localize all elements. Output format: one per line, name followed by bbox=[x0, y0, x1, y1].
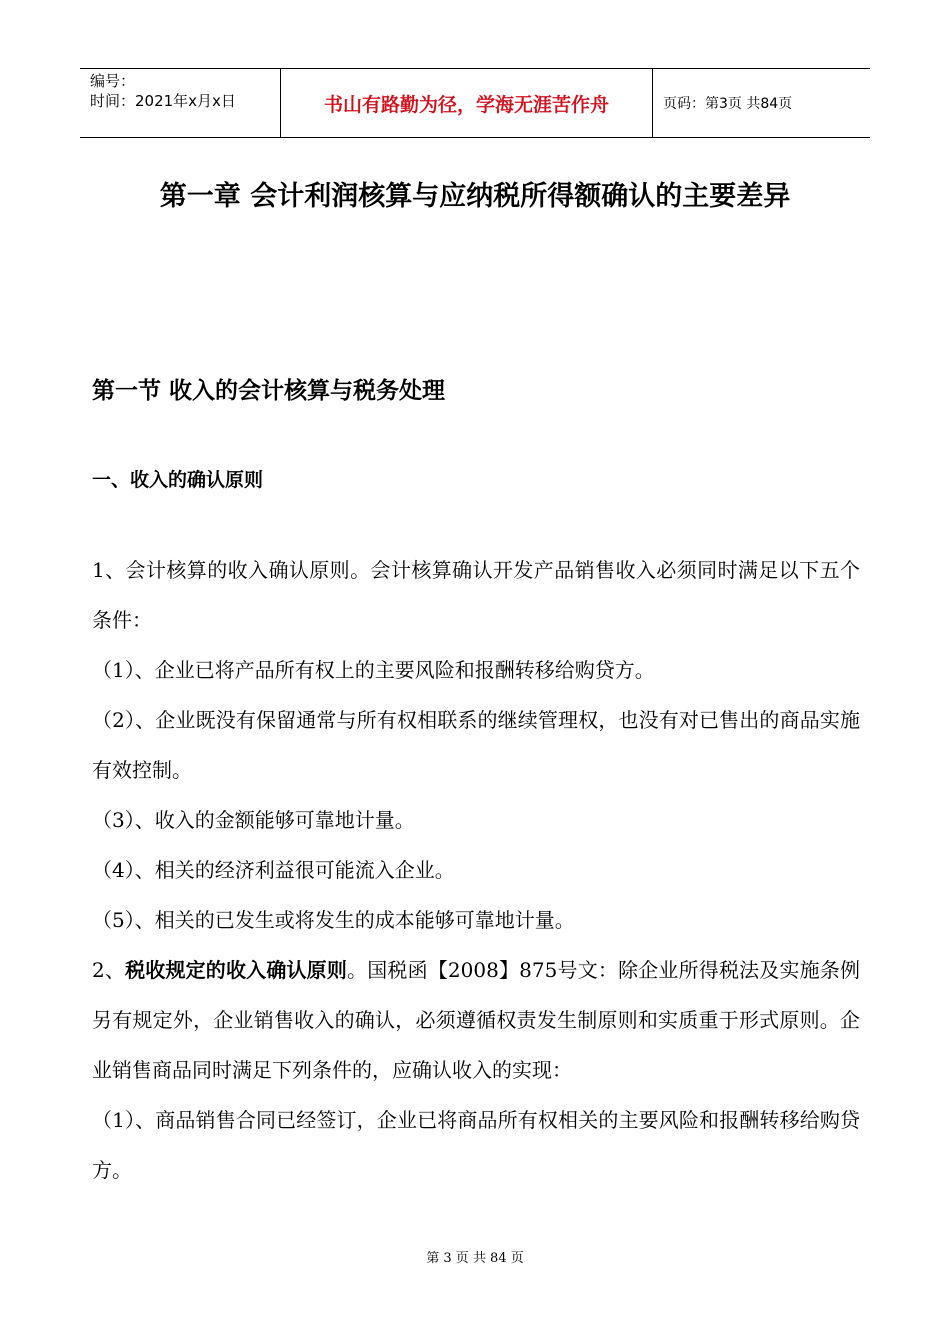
page-footer: 第 3 页 共 84 页 bbox=[426, 1251, 524, 1266]
header-page-info: 页码：第3页 共84页 bbox=[663, 96, 793, 112]
section-title: 第一节 收入的会计核算与税务处理 bbox=[92, 378, 446, 404]
number-label: 编号： bbox=[90, 72, 136, 90]
paragraph-rest: 。国税函【2008】875号文：除企业所得税法及实施条例另有规定外，企业销售收入的确认，必须遵循权责发生制原则和实质重于形式原则。企业销售商品同时满足下列条件的，应确认收入的实现： bbox=[92, 958, 861, 1082]
paragraph: （3）、收入的金额能够可靠地计量。 bbox=[92, 808, 415, 832]
paragraph: （5）、相关的已发生或将发生的成本能够可靠地计量。 bbox=[92, 908, 575, 932]
paragraph: （1）、企业已将产品所有权上的主要风险和报酬转移给购贷方。 bbox=[92, 658, 655, 682]
paragraph-prefix: 2、 bbox=[92, 958, 126, 982]
paragraph: 1、会计核算的收入确认原则。会计核算确认开发产品销售收入必须同时满足以下五个条件： bbox=[92, 558, 860, 632]
header-motto: 书山有路勤为径，学海无涯苦作舟 bbox=[281, 69, 653, 137]
paragraph bbox=[92, 945, 860, 1095]
page-header bbox=[80, 68, 870, 138]
paragraph: （4）、相关的经济利益很可能流入企业。 bbox=[92, 858, 455, 882]
time-label: 时间：2021年x月x日 bbox=[90, 92, 236, 110]
subsection-title: 一、收入的确认原则 bbox=[92, 469, 264, 491]
paragraph: （2）、企业既没有保留通常与所有权相联系的继续管理权，也没有对已售出的商品实施有效控制。 bbox=[92, 708, 860, 782]
header-meta bbox=[80, 69, 281, 137]
body-text bbox=[92, 545, 860, 1195]
paragraph-bold-term: 税收规定的收入确认原则 bbox=[125, 958, 348, 982]
paragraph: （1）、商品销售合同已经签订，企业已将商品所有权相关的主要风险和报酬转移给购贷方。 bbox=[92, 1108, 860, 1182]
chapter-title: 第一章 会计利润核算与应纳税所得额确认的主要差异 bbox=[159, 181, 791, 212]
